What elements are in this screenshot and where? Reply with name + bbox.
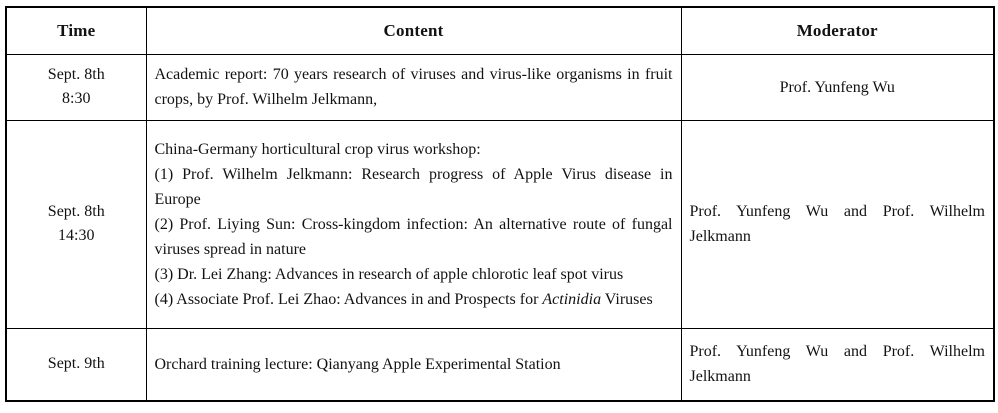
time-cell (6, 328, 146, 401)
moderator-cell: Prof. Yunfeng Wu and Prof. Wilhelm Jelkmann (681, 120, 994, 328)
time-date: Sept. 9th (47, 355, 105, 373)
content-line-text: Viruses (601, 290, 653, 308)
time-cell (6, 120, 146, 328)
time-cell (6, 54, 146, 120)
content-line-text: (4) Associate Prof. Lei Zhao: Advances in and Prospects for (154, 290, 543, 308)
header-cell-moderator: Moderator (681, 7, 994, 54)
table-row-sept8-afternoon (6, 120, 994, 328)
moderator-cell: Prof. Yunfeng Wu (681, 54, 994, 120)
time-date: Sept. 8th (47, 66, 105, 83)
header-cell-time: Time (6, 7, 146, 54)
species-name-italic: Actinidia (542, 290, 602, 308)
table-row-sept9 (6, 328, 994, 401)
table-row-sept8-morning (6, 54, 994, 120)
header-row (6, 7, 994, 54)
time-date: Sept. 8th (47, 203, 105, 220)
content-cell: Academic report: 70 years research of viruses and virus-like organisms in fruit crops, by Prof. Wilhelm Jelkmann, (146, 54, 681, 120)
moderator-cell: Prof. Yunfeng Wu and Prof. Wilhelm Jelkmann (681, 328, 994, 401)
time-hour: 14:30 (58, 227, 95, 244)
content-line: (3) Dr. Lei Zhang: Advances in research of apple chlorotic leaf spot virus (154, 265, 624, 283)
content-cell (146, 120, 681, 328)
content-cell: Orchard training lecture: Qianyang Apple Experimental Station (146, 328, 681, 401)
content-line: (1) Prof. Wilhelm Jelkmann: Research progress of Apple Virus disease in Europe (154, 165, 673, 208)
header-cell-content: Content (146, 7, 681, 54)
schedule-table-wrap (5, 6, 995, 402)
content-line: China-Germany horticultural crop virus workshop: (154, 140, 481, 158)
time-hour: 8:30 (62, 90, 91, 107)
content-line (155, 287, 673, 312)
content-line: (2) Prof. Liying Sun: Cross-kingdom infection: An alternative route of fungal viruses spread in nature (154, 215, 673, 258)
schedule-table (5, 6, 995, 402)
